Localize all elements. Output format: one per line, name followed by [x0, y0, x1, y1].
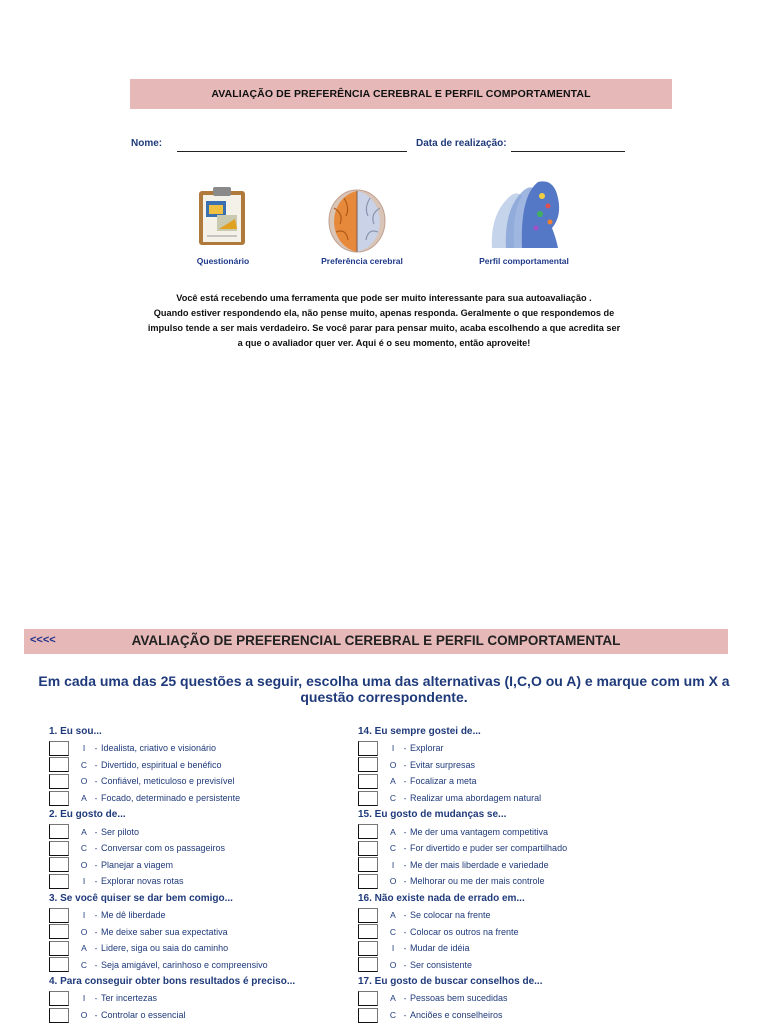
option-row: C - Anciões e conselheiros: [358, 1007, 658, 1024]
option-text: Confiável, meticuloso e previsível: [101, 776, 235, 787]
page-title-bar: [130, 79, 672, 109]
intro-line: Quando estiver respondendo ela, não pense muito, apenas responda. Geralmente o que respondemos de: [153, 308, 615, 318]
answer-checkbox[interactable]: [49, 991, 69, 1006]
answer-checkbox[interactable]: [49, 908, 69, 923]
option-text: Explorar: [410, 743, 444, 754]
answer-checkbox[interactable]: [358, 957, 378, 972]
option-text: Focado, determinado e persistente: [101, 793, 241, 804]
section-title: AVALIAÇÃO DE PREFERENCIAL CEREBRAL E PERFIL COMPORTAMENTAL: [131, 633, 621, 648]
questions-right: [358, 723, 658, 1023]
option-text: Se colocar na frente: [410, 910, 491, 921]
option-text: Conversar com os passageiros: [101, 843, 226, 854]
questions-left: [49, 723, 349, 1023]
option-letter: A: [81, 826, 87, 837]
back-link[interactable]: <<<<: [30, 634, 56, 646]
option-text: Lidere, siga ou saia do caminho: [101, 943, 229, 954]
option-letter: C: [389, 843, 397, 854]
option-letter: C: [389, 793, 397, 804]
option-text: Me deixe saber sua expectativa: [101, 926, 228, 937]
intro-line: Você está recebendo uma ferramenta que pode ser muito interessante para sua autoavaliação .: [176, 293, 592, 303]
question-title: 4. Para conseguir obter bons resultados é preciso...: [49, 976, 296, 988]
answer-checkbox[interactable]: [49, 824, 69, 839]
option-letter: O: [80, 859, 88, 870]
answer-checkbox[interactable]: [358, 791, 378, 806]
option-text: Planejar a viagem: [101, 859, 174, 870]
option-letter: A: [81, 793, 87, 804]
question-title: 2. Eu gosto de...: [49, 809, 126, 821]
option-letter: A: [390, 910, 396, 921]
option-row: C - Colocar os outros na frente: [358, 923, 658, 940]
option-text: Explorar novas rotas: [101, 876, 184, 887]
answer-checkbox[interactable]: [358, 857, 378, 872]
section-header: [24, 629, 728, 654]
option-text: Me der mais liberdade e variedade: [410, 859, 549, 870]
caption-perfil: Perfil comportamental: [479, 256, 569, 266]
answer-checkbox[interactable]: [49, 1008, 69, 1023]
answer-checkbox[interactable]: [358, 1008, 378, 1023]
option-row: I - Me dê liberdade: [49, 907, 349, 924]
answer-checkbox[interactable]: [49, 791, 69, 806]
option-letter: O: [80, 926, 88, 937]
option-letter: I: [391, 943, 395, 954]
answer-checkbox[interactable]: [49, 924, 69, 939]
option-row: O - Ser consistente: [358, 957, 658, 974]
instruction-text: Em cada uma das 25 questões a seguir, escolha uma das alternativas (I,C,O ou A) e marque com um X a questão correspondente.: [38, 673, 730, 705]
answer-checkbox[interactable]: [49, 957, 69, 972]
option-letter: A: [390, 776, 396, 787]
option-text: Divertido, espiritual e benéfico: [101, 759, 222, 770]
option-letter: O: [389, 876, 397, 887]
option-letter: A: [81, 943, 87, 954]
option-text: For divertido e puder ser compartilhado: [410, 843, 568, 854]
question-title: 17. Eu gosto de buscar conselhos de...: [358, 976, 543, 988]
answer-checkbox[interactable]: [358, 841, 378, 856]
option-row: C - Divertido, espiritual e benéfico: [49, 757, 349, 774]
option-letter: C: [389, 1010, 397, 1021]
option-row: I - Ter incertezas: [49, 990, 349, 1007]
option-letter: C: [80, 843, 88, 854]
option-text: Ser piloto: [101, 826, 140, 837]
option-row: O - Planejar a viagem: [49, 857, 349, 874]
option-letter: I: [82, 910, 86, 921]
option-letter: O: [389, 759, 397, 770]
caption-preferencia: Preferência cerebral: [321, 256, 403, 266]
clipboard-icon: [195, 185, 251, 247]
answer-checkbox[interactable]: [49, 857, 69, 872]
option-text: Ter incertezas: [101, 993, 158, 1004]
option-text: Mudar de idéia: [410, 943, 470, 954]
answer-checkbox[interactable]: [49, 774, 69, 789]
option-text: Idealista, criativo e visionário: [101, 743, 217, 754]
name-field[interactable]: [177, 151, 407, 152]
option-row: O - Confiável, meticuloso e previsível: [49, 773, 349, 790]
option-text: Ser consistente: [410, 959, 473, 970]
answer-checkbox[interactable]: [358, 941, 378, 956]
answer-checkbox[interactable]: [358, 908, 378, 923]
intro-line: a que o avaliador quer ver. Aqui é o seu momento, então aproveite!: [237, 338, 531, 348]
option-row: A - Ser piloto: [49, 823, 349, 840]
option-row: C - Conversar com os passageiros: [49, 840, 349, 857]
option-letter: A: [390, 993, 396, 1004]
option-text: Controlar o essencial: [101, 1010, 186, 1021]
heads-icon: [482, 176, 564, 250]
caption-questionario: Questionário: [196, 256, 250, 266]
option-row: C - For divertido e puder ser compartilhado: [358, 840, 658, 857]
answer-checkbox[interactable]: [358, 741, 378, 756]
option-row: I - Me der mais liberdade e variedade: [358, 857, 658, 874]
option-row: C - Seja amigável, carinhoso e compreensivo: [49, 957, 349, 974]
answer-checkbox[interactable]: [358, 757, 378, 772]
answer-checkbox[interactable]: [358, 924, 378, 939]
option-letter: C: [389, 926, 397, 937]
option-letter: C: [80, 959, 88, 970]
intro-line: impulso tende a ser mais verdadeiro. Se você parar para pensar muito, acaba escolhendo a que acredita ser: [147, 323, 621, 333]
option-row: I - Idealista, criativo e visionário: [49, 740, 349, 757]
question-title: 1. Eu sou...: [49, 726, 102, 737]
question-title: 14. Eu sempre gostei de...: [358, 726, 481, 737]
option-row: C - Realizar uma abordagem natural: [358, 790, 658, 807]
option-text: Me dê liberdade: [101, 910, 166, 921]
option-row: A - Me der uma vantagem competitiva: [358, 823, 658, 840]
answer-checkbox[interactable]: [358, 774, 378, 789]
answer-checkbox[interactable]: [358, 824, 378, 839]
option-row: O - Evitar surpresas: [358, 757, 658, 774]
option-letter: I: [391, 859, 395, 870]
page-title: AVALIAÇÃO DE PREFERÊNCIA CEREBRAL E PERFIL COMPORTAMENTAL: [211, 88, 591, 100]
answer-checkbox[interactable]: [358, 874, 378, 889]
option-letter: I: [82, 876, 86, 887]
option-letter: I: [391, 743, 395, 754]
option-text: Seja amigável, carinhoso e compreensivo: [101, 959, 268, 970]
option-text: Me der uma vantagem competitiva: [410, 826, 549, 837]
intro-text: [130, 291, 638, 351]
answer-checkbox[interactable]: [358, 991, 378, 1006]
answer-checkbox[interactable]: [49, 941, 69, 956]
option-row: A - Focado, determinado e persistente: [49, 790, 349, 807]
option-letter: O: [389, 959, 397, 970]
brain-icon: [326, 188, 388, 254]
option-row: I - Explorar: [358, 740, 658, 757]
option-text: Pessoas bem sucedidas: [410, 993, 508, 1004]
option-letter: I: [82, 743, 86, 754]
option-row: I - Explorar novas rotas: [49, 873, 349, 890]
option-row: I - Mudar de idéia: [358, 940, 658, 957]
option-text: Melhorar ou me der mais controle: [410, 876, 545, 887]
answer-checkbox[interactable]: [49, 841, 69, 856]
option-text: Anciões e conselheiros: [410, 1010, 503, 1021]
option-row: O - Controlar o essencial: [49, 1007, 349, 1024]
question-title: 15. Eu gosto de mudanças se...: [358, 809, 507, 821]
option-row: A - Pessoas bem sucedidas: [358, 990, 658, 1007]
option-text: Colocar os outros na frente: [410, 926, 519, 937]
option-letter: C: [80, 759, 88, 770]
option-letter: I: [82, 993, 86, 1004]
date-field[interactable]: [511, 151, 625, 152]
option-text: Realizar uma abordagem natural: [410, 793, 542, 804]
option-text: Evitar surpresas: [410, 759, 476, 770]
answer-checkbox[interactable]: [49, 741, 69, 756]
option-text: Focalizar a meta: [410, 776, 477, 787]
date-label: Data de realização:: [416, 138, 507, 149]
option-letter: A: [390, 826, 396, 837]
option-row: O - Me deixe saber sua expectativa: [49, 923, 349, 940]
question-title: 3. Se você quiser se dar bem comigo...: [49, 892, 233, 904]
question-title: 16. Não existe nada de errado em...: [358, 892, 525, 904]
name-label: Nome:: [131, 138, 163, 149]
option-row: A - Se colocar na frente: [358, 907, 658, 924]
option-row: O - Melhorar ou me der mais controle: [358, 873, 658, 890]
option-letter: O: [80, 776, 88, 787]
option-row: A - Lidere, siga ou saia do caminho: [49, 940, 349, 957]
option-row: A - Focalizar a meta: [358, 773, 658, 790]
answer-checkbox[interactable]: [49, 757, 69, 772]
option-letter: O: [80, 1010, 88, 1021]
answer-checkbox[interactable]: [49, 874, 69, 889]
